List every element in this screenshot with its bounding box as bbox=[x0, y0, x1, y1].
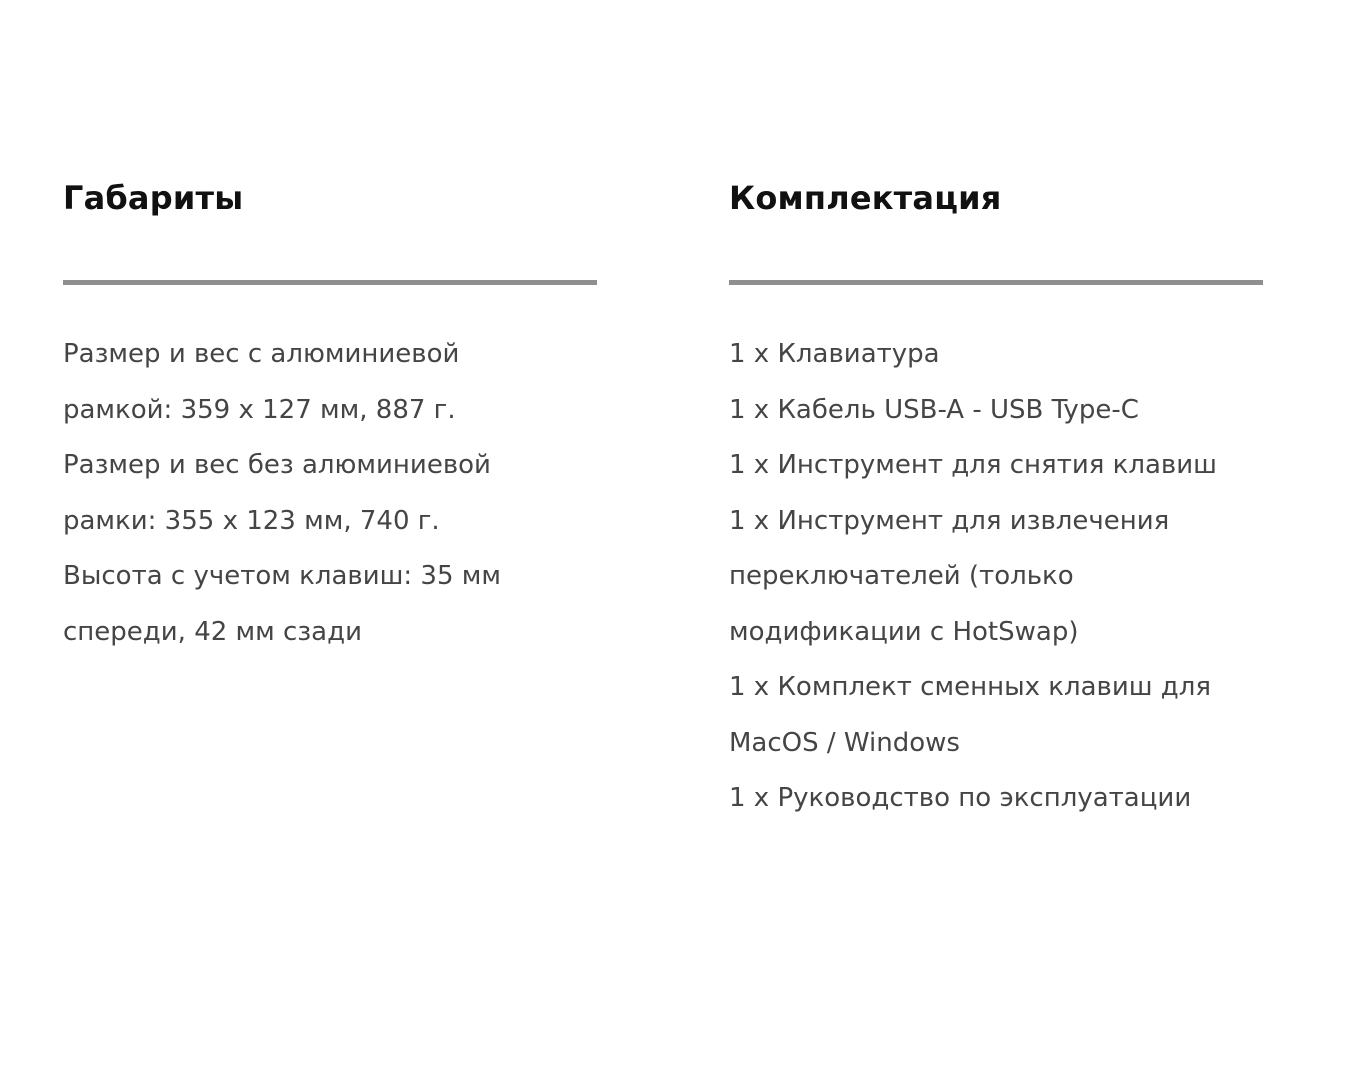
package-line: MacOS / Windows bbox=[729, 727, 960, 758]
dimensions-divider bbox=[63, 280, 597, 285]
dimensions-line: Размер и вес с алюминиевой bbox=[63, 339, 460, 369]
package-body bbox=[729, 327, 1263, 827]
package-line: 1 x Клавиатура bbox=[729, 339, 940, 369]
dimensions-line: Размер и вес без алюминиевой bbox=[63, 450, 491, 480]
package-line: 1 x Кабель USB-A - USB Type-C bbox=[729, 394, 1139, 425]
dimensions-line: рамки: 355 x 123 мм, 740 г. bbox=[63, 505, 440, 536]
package-line: модификации с HotSwap) bbox=[729, 616, 1079, 647]
dimensions-line: спереди, 42 мм сзади bbox=[63, 616, 362, 647]
dimensions-line: рамкой: 359 x 127 мм, 887 г. bbox=[63, 394, 456, 425]
package-line: 1 x Руководство по эксплуатации bbox=[729, 783, 1192, 813]
dimensions-title: Габариты bbox=[63, 179, 244, 217]
dimensions-section bbox=[63, 172, 597, 660]
dimensions-line: Высота с учетом клавиш: 35 мм bbox=[63, 561, 502, 591]
package-line: 1 x Инструмент для снятия клавиш bbox=[729, 450, 1217, 480]
package-line: переключателей (только bbox=[729, 561, 1074, 591]
package-line: 1 x Комплект сменных клавиш для bbox=[729, 672, 1212, 702]
package-section bbox=[729, 172, 1263, 827]
package-title: Комплектация bbox=[729, 179, 1002, 217]
package-line: 1 x Инструмент для извлечения bbox=[729, 505, 1170, 536]
package-divider bbox=[729, 280, 1263, 285]
dimensions-body bbox=[63, 327, 597, 660]
